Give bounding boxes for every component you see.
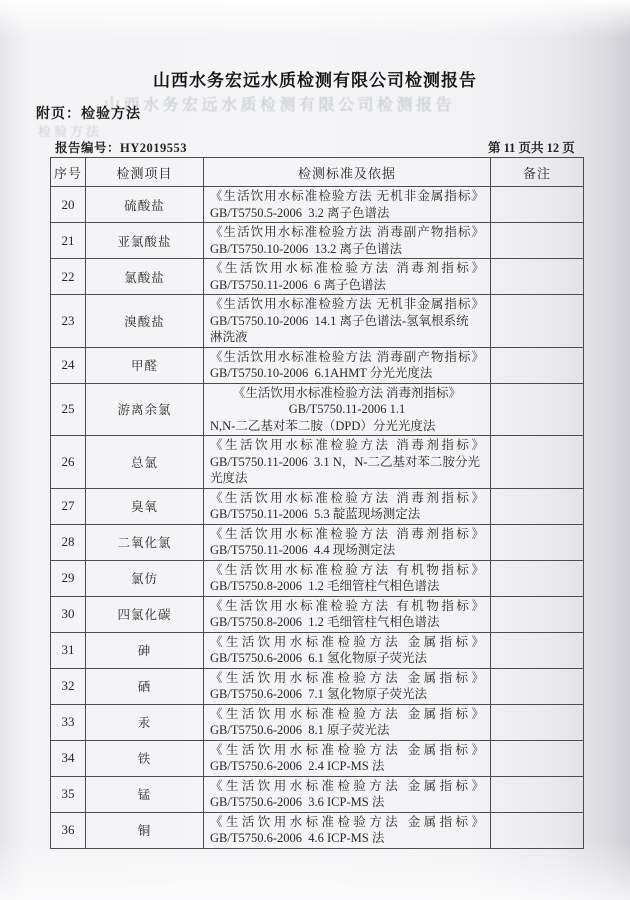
row-standard	[204, 560, 491, 596]
row-remark	[491, 383, 584, 436]
row-standard	[204, 524, 491, 560]
row-no: 28	[51, 524, 86, 560]
table-row	[51, 436, 584, 489]
row-remark	[491, 295, 584, 348]
row-standard	[204, 259, 491, 295]
row-standard	[204, 812, 491, 848]
standard-line: 《生活饮用水标准检验方法 消毒副产物指标》	[210, 349, 484, 364]
report-number-label: 报告编号：	[55, 141, 121, 155]
standard-line: GB/T5750.11-2006 6 离子色谱法	[210, 277, 386, 292]
standard-line: GB/T5750.8-2006 1.2 毛细管柱气相色谱法	[210, 615, 440, 629]
standard-line: GB/T5750.10-2006 14.1 离子色谱法-氢氧根系统	[210, 313, 469, 328]
standard-line: GB/T5750.10-2006 6.1AHMT 分光光度法	[210, 366, 433, 380]
methods-table	[50, 157, 584, 849]
row-remark	[491, 776, 584, 812]
standard-line: 《生活饮用水标准检验方法 消毒剂指标》	[210, 490, 484, 505]
row-no: 26	[51, 436, 86, 489]
standard-line: GB/T5750.6-2006 4.6 ICP-MS 法	[210, 831, 385, 845]
row-item: 臭氧	[86, 488, 204, 524]
report-number-value: HY2019553	[120, 141, 188, 155]
table-row	[51, 488, 584, 524]
row-item: 氯仿	[86, 560, 204, 596]
row-remark	[491, 668, 584, 704]
standard-line: GB/T5750.6-2006 3.6 ICP-MS 法	[210, 795, 385, 809]
ghost-attachment-bleedthrough: 检验方法	[38, 124, 103, 139]
row-standard	[204, 383, 491, 436]
standard-line: GB/T5750.6-2006 8.1 原子荧光法	[210, 723, 390, 737]
row-item: 锰	[86, 776, 204, 812]
standard-line: GB/T5750.11-2006 3.1 N，N-二乙基对苯二胺分光	[210, 454, 481, 469]
row-remark	[491, 704, 584, 740]
standard-line: GB/T5750.6-2006 6.1 氢化物原子荧光法	[210, 651, 428, 665]
header-remark: 备注	[491, 158, 584, 187]
table-row	[51, 383, 584, 436]
row-no: 20	[51, 187, 86, 223]
standard-line: GB/T5750.10-2006 13.2 离子色谱法	[210, 241, 403, 256]
row-standard	[204, 704, 491, 740]
row-no: 30	[51, 596, 86, 632]
row-no: 22	[51, 259, 86, 295]
standard-line: 光度法	[210, 471, 248, 485]
standard-line: 《生活饮用水标准检验方法 有机物指标》	[210, 562, 484, 577]
row-remark	[491, 223, 584, 259]
row-no: 23	[51, 295, 86, 348]
table-header-row	[51, 158, 584, 187]
row-item: 游离余氯	[86, 383, 204, 436]
row-standard	[204, 488, 491, 524]
table-row	[51, 347, 584, 383]
attachment-label: 附页：检验方法	[36, 105, 141, 121]
table-row	[51, 740, 584, 776]
standard-line: 《生活饮用水标准检验方法 无机非金属指标》	[210, 189, 484, 203]
row-remark	[491, 488, 584, 524]
ghost-title-bleedthrough: 山西水务宏远水质检测有限公司检测报告	[104, 97, 456, 114]
row-item: 二氧化氯	[86, 524, 204, 560]
row-no: 35	[51, 776, 86, 812]
standard-line: 《生活饮用水标准检验方法 金属指标》	[210, 742, 484, 757]
report-title: 山西水务宏远水质检测有限公司检测报告	[153, 71, 477, 90]
row-item: 氯酸盐	[86, 259, 204, 295]
table-row	[51, 524, 584, 560]
row-standard	[204, 436, 491, 489]
row-no: 24	[51, 347, 86, 383]
row-no: 25	[51, 383, 86, 436]
standard-line: 《生活饮用水标准检验方法 消毒剂指标》	[210, 261, 484, 275]
row-no: 27	[51, 488, 86, 524]
table-row	[51, 632, 584, 668]
standard-line: GB/T5750.8-2006 1.2 毛细管柱气相色谱法	[210, 579, 440, 593]
standard-line: 《生活饮用水标准检验方法 金属指标》	[210, 634, 484, 649]
row-item: 硫酸盐	[86, 187, 204, 223]
row-item: 总氯	[86, 436, 204, 489]
row-no: 34	[51, 740, 86, 776]
standard-line: GB/T5750.11-2006 5.3 靛蓝现场测定法	[210, 507, 421, 521]
table-row	[51, 704, 584, 740]
table-row	[51, 259, 584, 295]
row-standard	[204, 632, 491, 668]
row-standard	[204, 187, 491, 223]
report-number	[55, 138, 187, 156]
row-standard	[204, 740, 491, 776]
header-item: 检测项目	[86, 158, 204, 187]
standard-line: 《生活饮用水标准检验方法 金属指标》	[210, 814, 484, 829]
row-remark	[491, 632, 584, 668]
row-no: 33	[51, 704, 86, 740]
row-standard	[204, 223, 491, 259]
row-remark	[491, 347, 584, 383]
row-item: 亚氯酸盐	[86, 223, 204, 259]
row-item: 汞	[86, 704, 204, 740]
table-row	[51, 295, 584, 348]
row-remark	[491, 560, 584, 596]
row-standard	[204, 668, 491, 704]
row-remark	[491, 812, 584, 848]
standard-line: GB/T5750.11-2006 1.1	[288, 402, 406, 416]
row-remark	[491, 187, 584, 223]
standard-line: 《生活饮用水标准检验方法 有机物指标》	[210, 598, 484, 613]
row-no: 21	[51, 223, 86, 259]
row-remark	[491, 436, 584, 489]
table-row	[51, 776, 584, 812]
standard-line: GB/T5750.6-2006 7.1 氢化物原子荧光法	[210, 687, 428, 701]
row-no: 29	[51, 560, 86, 596]
row-no: 32	[51, 668, 86, 704]
table-row	[51, 187, 584, 223]
standard-line: 《生活饮用水标准检验方法 无机非金属指标》	[210, 297, 484, 311]
row-item: 四氯化碳	[86, 596, 204, 632]
table-row	[51, 812, 584, 848]
standard-line: N,N-二乙基对苯二胺（DPD）分光光度法	[210, 418, 436, 433]
row-standard	[204, 295, 491, 348]
standard-line: GB/T5750.5-2006 3.2 离子色谱法	[210, 205, 390, 220]
standard-line: 《生活饮用水标准检验方法 金属指标》	[210, 670, 484, 685]
table-row	[51, 223, 584, 259]
page-indicator: 第 11 页共 12 页	[488, 141, 575, 155]
standard-line: GB/T5750.11-2006 4.4 现场测定法	[210, 543, 396, 557]
row-remark	[491, 259, 584, 295]
standard-line: 《生活饮用水标准检验方法 消毒剂指标》	[210, 526, 484, 541]
row-item: 铁	[86, 740, 204, 776]
row-item: 甲醛	[86, 347, 204, 383]
row-item: 硒	[86, 668, 204, 704]
row-standard	[204, 347, 491, 383]
row-standard	[204, 776, 491, 812]
row-remark	[491, 524, 584, 560]
table-row	[51, 596, 584, 632]
row-no: 36	[51, 812, 86, 848]
row-no: 31	[51, 632, 86, 668]
row-remark	[491, 740, 584, 776]
row-remark	[491, 596, 584, 632]
row-item: 铜	[86, 812, 204, 848]
standard-line: 淋洗液	[210, 330, 248, 344]
standard-line: 《生活饮用水标准检验方法 消毒剂指标》	[210, 438, 484, 452]
row-standard	[204, 596, 491, 632]
standard-line: 《生活饮用水标准检验方法 消毒副产物指标》	[210, 225, 484, 239]
standard-line: 《生活饮用水标准检验方法 消毒剂指标》	[232, 385, 462, 400]
standard-line: 《生活饮用水标准检验方法 金属指标》	[210, 706, 484, 721]
header-standard: 检测标准及依据	[204, 158, 491, 187]
header-no: 序号	[51, 158, 86, 187]
row-item: 溴酸盐	[86, 295, 204, 348]
table-row	[51, 560, 584, 596]
standard-line: 《生活饮用水标准检验方法 金属指标》	[210, 778, 484, 793]
table-row	[51, 668, 584, 704]
standard-line: GB/T5750.6-2006 2.4 ICP-MS 法	[210, 759, 385, 773]
row-item: 砷	[86, 632, 204, 668]
